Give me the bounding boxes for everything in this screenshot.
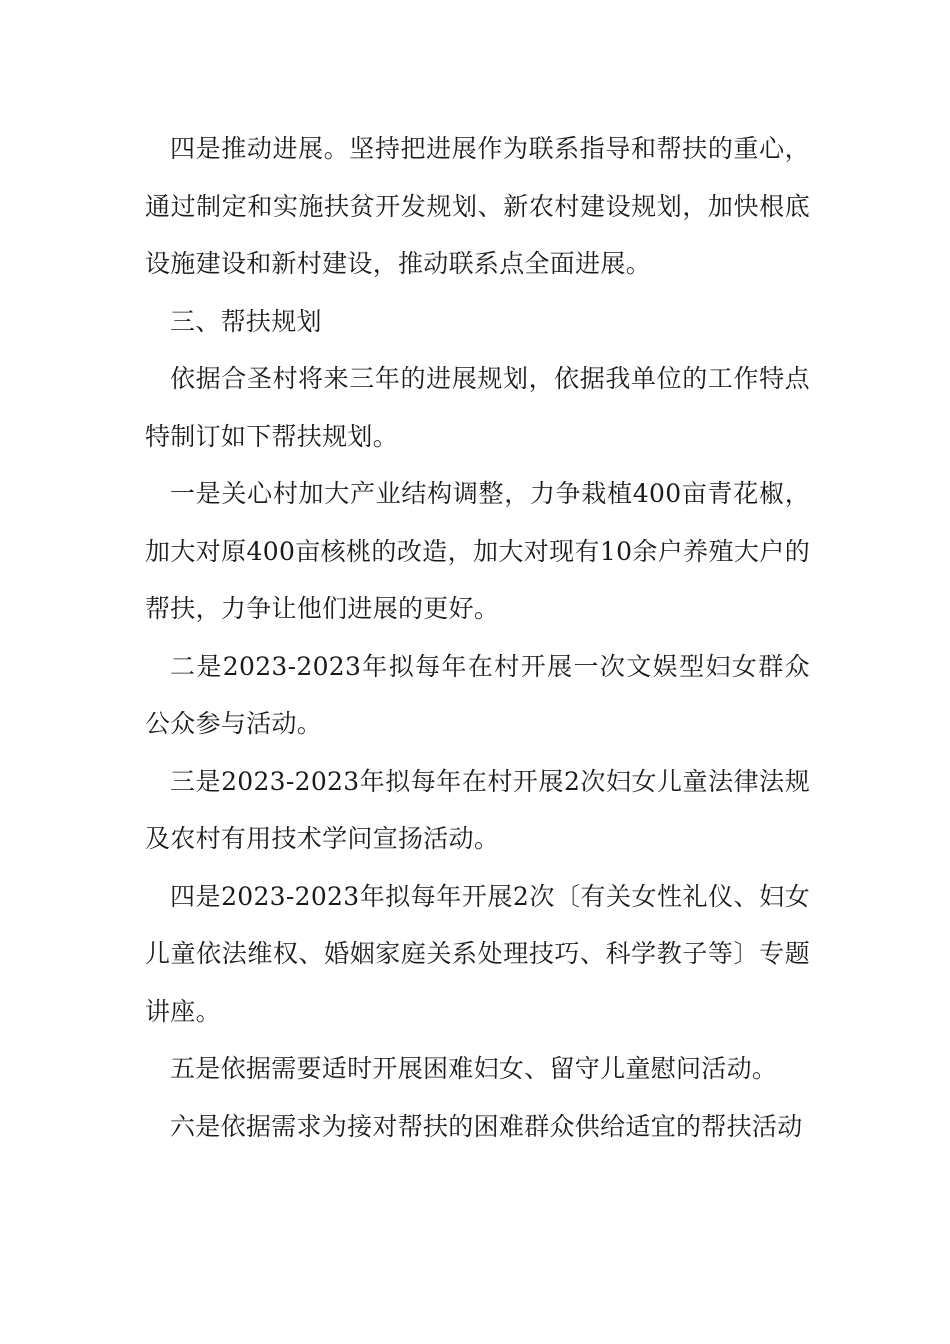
document-body bbox=[145, 120, 810, 1155]
paragraph-item-3: 三是2023-2023年拟每年在村开展2次妇女儿童法律法规及农村有用技术学问宣扬活动。 bbox=[145, 766, 810, 853]
paragraph-item-5: 五是依据需要适时开展困难妇女、留守儿童慰问活动。 bbox=[170, 1054, 778, 1083]
paragraph-item-2: 二是2023-2023年拟每年在村开展一次文娱型妇女群众公众参与活动。 bbox=[145, 651, 810, 738]
paragraph-promote-progress: 四是推动进展。坚持把进展作为联系指导和帮扶的重心，通过制定和实施扶贫开发规划、新农村建设规划，加快根底设施建设和新村建设，推动联系点全面进展。 bbox=[145, 134, 810, 278]
section-heading-assistance-plan: 三、帮扶规划 bbox=[170, 306, 322, 336]
paragraph-plan-intro: 依据合圣村将来三年的进展规划，依据我单位的工作特点特制订如下帮扶规划。 bbox=[145, 364, 810, 451]
paragraph-item-1: 一是关心村加大产业结构调整，力争栽植400亩青花椒，加大对原400亩核桃的改造，加大对现有10余户养殖大户的帮扶，力争让他们进展的更好。 bbox=[145, 479, 810, 623]
paragraph-item-6: 六是依据需求为接对帮扶的困难群众供给适宜的帮扶活动 bbox=[170, 1111, 803, 1141]
paragraph-item-4: 四是2023-2023年拟每年开展2次〔有关女性礼仪、妇女儿童依法维权、婚姻家庭关系处理技巧、科学教子等〕专题讲座。 bbox=[145, 881, 810, 1026]
